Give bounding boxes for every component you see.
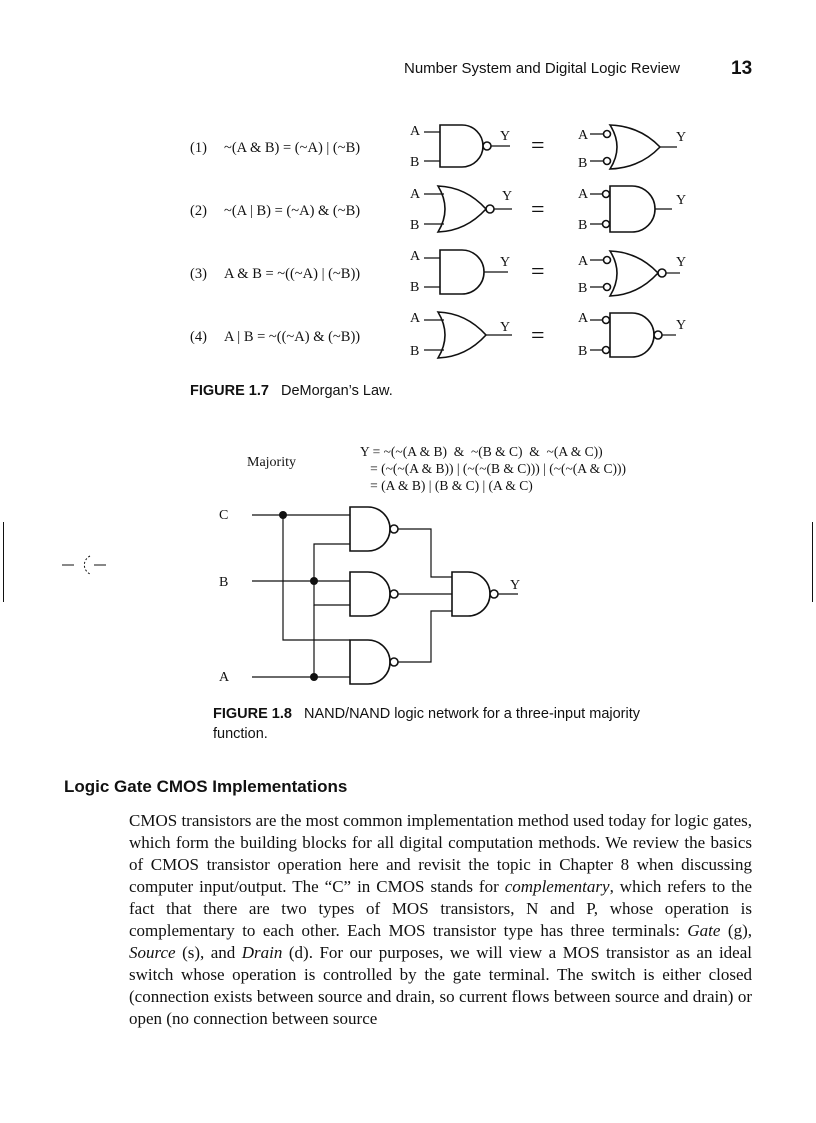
majority-title: Majority — [247, 455, 296, 470]
output-y-label: Y — [676, 318, 687, 333]
majority-expression-2: = (~(~(A & B)) | (~(~(B & C))) | (~(~(A & C))) — [360, 461, 627, 476]
equation-number: (1) — [190, 140, 207, 156]
output-y-label: Y — [500, 129, 511, 144]
input-a-label: A — [410, 249, 421, 264]
equals-sign: = — [531, 259, 545, 285]
equation-text: ~(A & B) = (~A) | (~B) — [224, 140, 361, 156]
paragraph-text: (s), and — [175, 943, 242, 962]
input-b-label: B — [410, 218, 420, 233]
demorgan-row-4 — [410, 311, 686, 359]
equation-number: (2) — [190, 203, 207, 219]
equation-text: ~(A | B) = (~A) & (~B) — [224, 203, 361, 219]
paragraph-text: , which refers to the fact that there are two types of MOS transistors, N and P, whose operation is complementary to each other. Each MOS transistor type has three terminals: — [129, 877, 752, 940]
input-a-label: A — [410, 311, 421, 326]
equation-text: A & B = ~((~A) | (~B)) — [224, 266, 361, 282]
input-b-label: B — [578, 281, 588, 296]
demorgan-row-2 — [410, 186, 686, 233]
input-a-label: A — [410, 187, 421, 202]
paragraph-emphasis: Gate — [687, 921, 721, 940]
section-heading: Logic Gate CMOS Implementations — [64, 777, 348, 796]
majority-expression-1: Y = ~(~(A & B) & ~(B & C) & ~(A & C)) — [360, 444, 603, 459]
output-y-label: Y — [500, 255, 511, 270]
paragraph-emphasis: Drain — [241, 943, 283, 962]
nand-gate-output — [452, 572, 490, 616]
demorgan-row-3 — [410, 249, 686, 296]
majority-network — [219, 507, 520, 685]
or-gate — [438, 312, 486, 358]
body-paragraph — [129, 810, 752, 1030]
paragraph-text: (d). For our purposes, we will view a MOS transistor as an ideal switch whose operation is controlled by the gate terminal. The switch is either closed (connection exists between source and drain, so current flows between source and drain) or open (no connection between source — [129, 943, 752, 1028]
figure-1-7-caption — [190, 383, 393, 399]
input-a-label: A — [578, 128, 589, 143]
input-b-label: B — [410, 344, 420, 359]
paragraph-emphasis: Source — [129, 943, 176, 962]
input-c-label: C — [219, 508, 229, 523]
output-y-label: Y — [676, 193, 687, 208]
paragraph-emphasis: complementary — [504, 877, 610, 896]
output-y-label: Y — [510, 578, 521, 593]
inverter-bubble — [483, 142, 491, 150]
equals-sign: = — [531, 133, 545, 159]
and-gate — [440, 250, 484, 294]
caption-text: NAND/NAND logic network for a three-input majority function. — [213, 706, 640, 742]
input-a-label: A — [410, 124, 421, 139]
input-b-label: B — [219, 575, 229, 590]
junction-dot — [310, 577, 318, 585]
running-head-title: Number System and Digital Logic Review — [404, 60, 680, 77]
junction-dot — [310, 673, 318, 681]
and-gate — [610, 186, 655, 232]
output-y-label: Y — [676, 255, 687, 270]
input-a-label: A — [578, 254, 589, 269]
input-b-label: B — [410, 280, 420, 295]
paragraph-text: (g), — [720, 921, 752, 940]
input-a-label: A — [578, 187, 589, 202]
caption-label: FIGURE 1.8 — [213, 706, 292, 722]
equals-sign: = — [531, 323, 545, 349]
input-b-label: B — [578, 156, 588, 171]
paragraph-text: CMOS transistors are the most common implementation method used today for logic gates, which form the building blocks for all digital computation methods. We review the basics of CMOS transistor operation here and revisit the topic in Chapter 8 when discussing computer input/output. The “C” in CMOS stands for — [129, 811, 752, 896]
nand-gate — [610, 313, 654, 357]
input-a-label: A — [219, 670, 230, 685]
input-b-label: B — [578, 218, 588, 233]
nor-gate — [438, 186, 486, 232]
junction-dot — [279, 511, 287, 519]
input-a-label: A — [578, 311, 589, 326]
demorgan-row-1 — [410, 124, 686, 171]
nand-gate-top — [350, 507, 390, 551]
nand-gate — [440, 125, 483, 167]
input-b-label: B — [578, 344, 588, 359]
input-b-label: B — [410, 155, 420, 170]
equation-number: (3) — [190, 266, 207, 282]
equation-text: A | B = ~((~A) & (~B)) — [224, 329, 361, 345]
or-gate — [610, 125, 660, 169]
output-y-label: Y — [500, 320, 511, 335]
nand-gate-middle — [350, 572, 390, 616]
majority-expression-3: = (A & B) | (B & C) | (A & C) — [360, 478, 533, 493]
equals-sign: = — [531, 197, 545, 223]
output-y-label: Y — [676, 130, 687, 145]
caption-label: FIGURE 1.7 — [190, 383, 269, 399]
nor-gate — [610, 251, 658, 296]
output-y-label: Y — [502, 189, 513, 204]
page-number: 13 — [731, 58, 753, 79]
figure-1-8-caption — [213, 704, 653, 744]
equation-number: (4) — [190, 329, 207, 345]
nand-gate-bottom — [350, 640, 390, 684]
inverter-bubble — [486, 205, 494, 213]
caption-text: DeMorgan’s Law. — [280, 383, 393, 399]
